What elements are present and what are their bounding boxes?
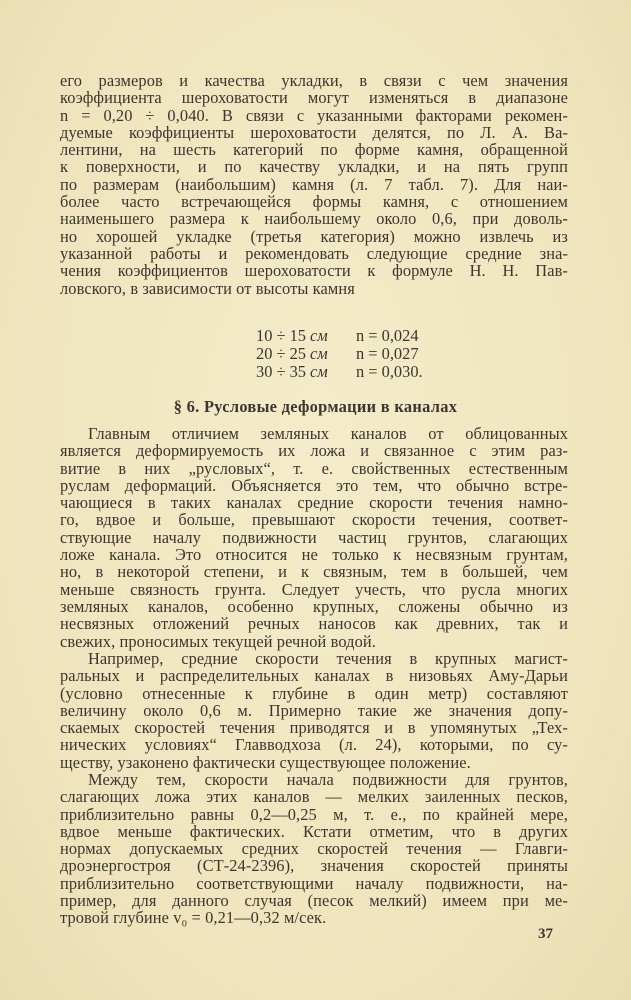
text-line: земляных каналов, особенно крупных, сложены обычно из <box>60 596 568 616</box>
text-line: меньше связность грунта. Следует учесть, что русла многих <box>60 579 568 599</box>
formula-row <box>256 327 423 345</box>
text-line: коэффициента шероховатости могут изменяться в диапазоне <box>60 88 568 108</box>
text-line: чающиеся в таких каналах средние скорости течения намно- <box>60 493 568 513</box>
text-line: Например, средние скорости течения в крупных магист- <box>88 649 568 668</box>
text-line: Между тем, скорости начала подвижности для грунтов, <box>88 770 568 789</box>
text-line: является деформируемость их ложа и связанное с этим раз- <box>60 441 568 461</box>
section-heading: § 6. Русловые деформации в каналах <box>173 397 458 416</box>
text-line: по размерам (наибольшим) камня (л. 7 табл. 7). Для наи- <box>60 174 568 194</box>
text-line: чения коэффициентов шероховатости к формуле Н. Н. Пав- <box>60 261 568 281</box>
text-line: дуемые коэффициенты шероховатости делятся, по Л. А. Ва- <box>60 122 568 142</box>
text-line: но, в некоторой степени, и к связным, тем в большей, чем <box>60 562 568 582</box>
text-line: ствующие началу подвижности частиц грунтов, слагающих <box>60 527 568 547</box>
text-line: лентини, на шесть категорий по форме камня, обращенной <box>60 140 568 160</box>
stone-height-range: 30 ÷ 35 <box>256 362 306 381</box>
text-line: несвязных отложений речных наносов как древних, так и <box>60 614 568 634</box>
text-line: дроэнергостроя (СТ-24-2396), значения скоростей приняты <box>60 856 568 876</box>
text-line: к поверхности, и по качеству укладки, и на пять групп <box>60 157 568 177</box>
text-line: тровой глубине v₀ = 0,21—0,32 м/сек. <box>60 908 327 928</box>
text-line: скаемых скоростей течения приводятся и в упомянутых „Тех- <box>60 718 568 738</box>
text-line: n = 0,20 ÷ 0,040. В связи с указанными факторами рекомен- <box>60 105 568 125</box>
roughness-coefficient-list <box>256 327 423 381</box>
text-line: го, вдвое и больше, превышают скорости течения, соответ- <box>60 510 568 530</box>
text-line: величину около 0,6 м. Примерно такие же значения допу- <box>60 700 568 720</box>
paragraph-2 <box>60 425 568 650</box>
text-line: нических условиях“ Главводхоза (л. 24), которыми, по су- <box>60 735 568 755</box>
text-line: более часто встречающейся формы камня, с отношением <box>60 192 568 212</box>
unit: см <box>310 344 328 363</box>
text-line: нормах допускаемых средних скоростей течения — Главги- <box>60 839 568 859</box>
text-line: наименьшего размера к наибольшему около 0,6, при доволь- <box>60 209 568 229</box>
text-line: ловского, в зависимости от высоты камня <box>60 278 355 298</box>
text-line: вдвое меньше фактических. Кстати отметим, что в других <box>60 821 568 841</box>
text-line: указанной работы и рекомендовать следующие средние зна- <box>60 243 568 263</box>
text-line: слагающих ложа этих каналов — мелких заиленных песков, <box>60 787 568 807</box>
text-line: свежих, проносимых текущей речной водой. <box>60 631 376 651</box>
text-line: ществу, узаконено фактически существующее положение. <box>60 752 471 772</box>
text-line: руслам деформаций. Объясняется это тем, что обычно встре- <box>60 475 568 495</box>
stone-height-range: 10 ÷ 15 <box>256 326 306 345</box>
stone-height-range: 20 ÷ 25 <box>256 344 306 363</box>
paragraph-3 <box>60 650 568 771</box>
paragraph-1 <box>60 72 568 297</box>
formula-row <box>256 363 423 381</box>
unit: см <box>310 362 328 381</box>
coefficient-value: n = 0,027 <box>356 344 419 363</box>
text-line: пример, для данного случая (песок мелкий) имеем при ме- <box>60 891 568 911</box>
text-line: ральных и распределительных каналах в низовьях Аму-Дарьи <box>60 666 568 686</box>
text-line: витие в них „русловых“, т. е. свойственных естественным <box>60 458 568 478</box>
text-line: (условно отнесенные к глубине в один метр) составляют <box>60 683 568 703</box>
text-line: приблизительно равны 0,2—0,25 м, т. е., по крайней мере, <box>60 804 568 824</box>
coefficient-value: n = 0,024 <box>356 326 419 345</box>
text-line: ложе канала. Это относится не только к несвязным грунтам, <box>60 545 568 565</box>
page-number: 37 <box>538 926 553 942</box>
text-line: Главным отличием земляных каналов от облицованных <box>88 424 568 443</box>
text-line: его размеров и качества укладки, в связи с чем значения <box>60 71 568 90</box>
paragraph-4 <box>60 771 568 927</box>
text-line: но хорошей укладке (третья категория) можно извлечь из <box>60 226 568 246</box>
text-line: приблизительно соответствующими началу подвижности, на- <box>60 873 568 893</box>
formula-row <box>256 345 423 363</box>
unit: см <box>310 326 328 345</box>
coefficient-value: n = 0,030. <box>356 362 423 381</box>
